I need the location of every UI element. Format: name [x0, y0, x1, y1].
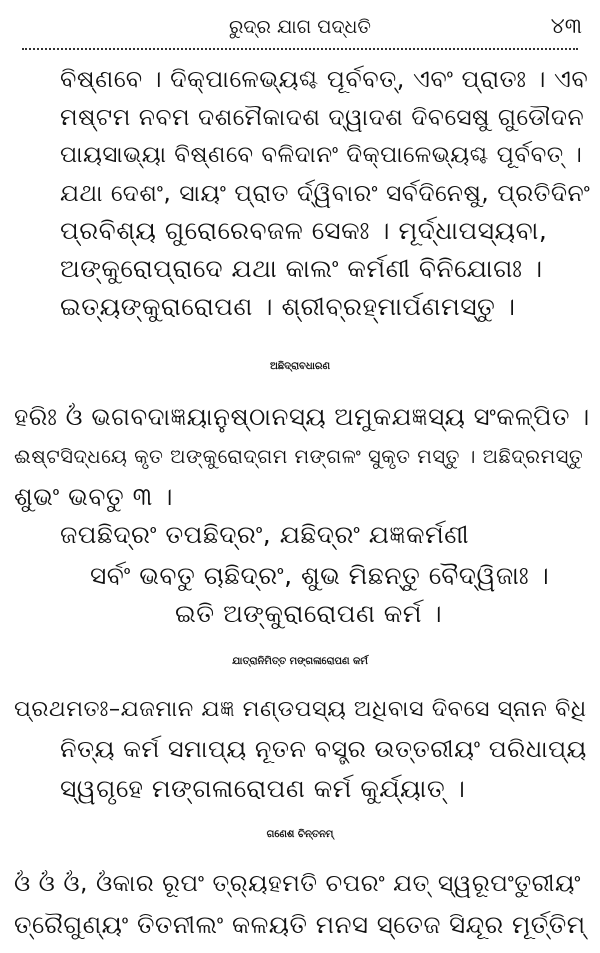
running-title: ରୁଦ୍ର ଯାଗ ପଦ୍ଧତି — [229, 16, 371, 38]
text-line: ଶୁଭଂ ଭବତୁ ୩ । — [14, 482, 173, 511]
text-line: ଈଷ୍ଟସିଦ୍ଧୟେ କୃତ ଅଙ୍କୁରୋଦ୍‌ଗମ ମଙ୍ଗଳଂ ସୁକୃତ ମସ୍ତୁ । ଅଛିଦ୍ରମସ୍ତୁ — [14, 445, 584, 468]
section-heading: ଅଛିଦ୍ରାବଧାରଣ — [269, 361, 331, 372]
verse-line: ସର୍ବଂ ଭବତୁ ଚାଛିଦ୍ରଂ, ଶୁଭ ମିଛନ୍ତୁ ବୈଦ୍ୱିଜାଃ । — [90, 561, 550, 590]
text-line: ସ୍ୱଗୃହେ ମଙ୍ଗଳାରୋପଣ କର୍ମ କୁର୍ଯ୍ୟାତ୍ । — [60, 774, 466, 803]
text-line: ପାୟସାଭ୍ୟା ବିଷ୍ଣବେ ବଳିଦାନଂ ଦିକ୍‌ପାଳେଭ୍ୟଶ୍ଚ ପୂର୍ବବତ୍ । — [60, 142, 583, 168]
text-line: ଯଥା ଦେଶଂ, ସାୟଂ ପ୍ରାତ ର୍ଦ୍ୱିବାରଂ ସର୍ବଦିନେଷୁ, ପ୍ରତିଦିନଂ — [60, 179, 591, 207]
text-line: ପ୍ରବିଶ୍ୟ ଗୁରୋରେବଜଳ ସେକଃ । ମୂର୍ଦ୍ଧାପସ୍ୟବା, — [60, 216, 548, 245]
verse-line: ଇତି ଅଙ୍କୁରାରୋପଣ କର୍ମ । — [175, 599, 443, 628]
section-heading: ଗଣେଶ ଚିନ୍ତନମ୍ — [266, 829, 334, 840]
text-line: ପ୍ରଥମତଃ–ଯଜମାନ ଯଜ୍ଞ ମଣ୍ଡପସ୍ୟ ଅଧିବାସ ଦିବସେ ସ୍ନାନ ବିଧି — [14, 696, 587, 722]
page-number: ୪୩ — [550, 14, 582, 39]
text-line: ମଷ୍ଟମ ନବମ ଦଶମୈକାଦଶ ଦ୍ୱାଦଶ ଦିବସେଷୁ ଗୁଡୌଦନ — [60, 103, 585, 131]
text-line: ତ୍ରୈଗୁଣ୍ୟଂ ତିତନୀଲଂ କଳୟତି ମନସ ସ୍ତେଜ ସିନ୍ଦୂର ମୂର୍ତ୍ତିମ୍ — [14, 910, 586, 939]
header-divider — [22, 48, 578, 50]
text-line: ନିତ୍ୟ କର୍ମ ସମାପ୍ୟ ନୂତନ ବସ୍ତ୍ର ଉତ୍ତରୀୟଂ ପରିଧାପ୍ୟ — [60, 735, 587, 763]
text-line: ହରିଃ ଓଁ ଭଗବଦାଜ୍ଞୟାନୁଷ୍ଠାନସ୍ୟ ଅମୁକଯଜ୍ଞସ୍ୟ ସଂକଳ୍ପିତ । — [14, 402, 590, 431]
text-line: ବିଷ୍ଣବେ । ଦିକ୍‌ପାଳେଭ୍ୟଶ୍ଚ ପୂର୍ବବତ୍, ଏବଂ ପ୍ରାତଃ । ଏବ — [60, 65, 589, 93]
text-line: ଓଁ ଓଁ ଓଁ, ଓଁକାର ରୂପଂ ତ୍ର୍ୟହମତି ଚପରଂ ଯତ୍ ସ୍ୱରୂପଂତୁରୀୟଂ — [14, 869, 581, 897]
page-header — [0, 14, 600, 40]
text-line: ଅଙ୍କୁରୋପ୍ରାଦେ ଯଥା କାଲଂ କର୍ମଣୀ ବିନିଯୋଗଃ । — [60, 254, 543, 283]
text-line: ଇତ୍ୟଙ୍କୁରାରୋପଣ । ଶ୍ରୀବ୍ରହ୍ମାର୍ପଣମସ୍ତୁ । — [60, 292, 516, 321]
verse-line: ଜପଛିଦ୍ରଂ ତପଛିଦ୍ରଂ, ଯଛିଦ୍ରଂ ଯଜ୍ଞକର୍ମଣୀ — [60, 520, 470, 549]
section-heading: ଯାତ୍ରାନିମିତ୍ତ ମଙ୍ଗଳାରୋପଣ କର୍ମ — [232, 656, 368, 667]
